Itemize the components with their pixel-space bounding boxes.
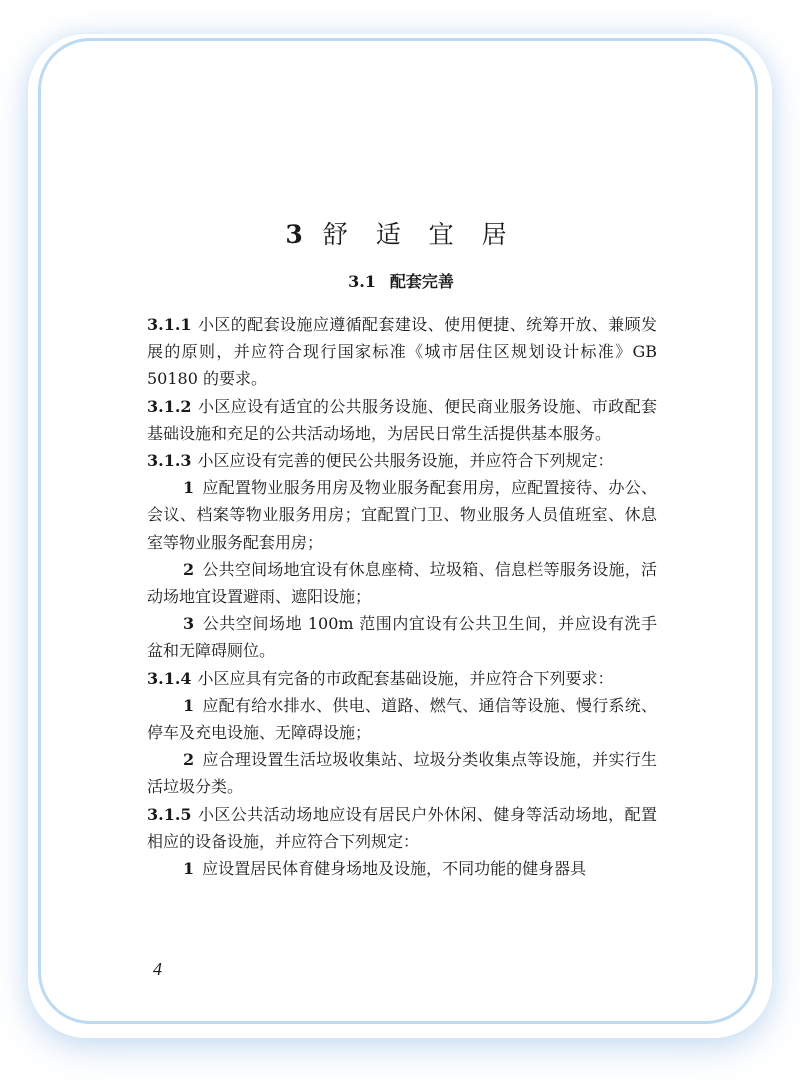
item-text: 应合理设置生活垃圾收集站、垃圾分类收集点等设施，并实行生活垃圾分类。 xyxy=(147,750,657,797)
clause-3-1-5 xyxy=(147,801,657,855)
item-number: 3 xyxy=(183,614,195,634)
clause-number: 3.1.2 xyxy=(147,396,192,416)
list-item xyxy=(147,474,657,556)
chapter-heading xyxy=(41,215,761,251)
clause-text: 小区应具有完备的市政配套基础设施，并应符合下列要求： xyxy=(197,668,614,688)
section-heading xyxy=(41,269,761,292)
clause-3-1-4 xyxy=(147,665,657,692)
item-number: 1 xyxy=(183,478,195,498)
document-card xyxy=(38,38,758,1024)
clause-text: 小区的配套设施应遵循配套建设、使用便捷、统筹开放、兼顾发展的原则，并应符合现行国家标准《城市居住区规划设计标准》GB 50180 的要求。 xyxy=(147,315,657,389)
clause-number: 3.1.3 xyxy=(147,451,192,471)
section-title: 配套完善 xyxy=(389,272,454,291)
item-number: 2 xyxy=(183,559,195,579)
body-text xyxy=(147,311,657,882)
list-item xyxy=(147,610,657,664)
document-page xyxy=(41,41,761,1021)
chapter-title: 舒 适 宜 居 xyxy=(322,220,517,249)
item-text: 应配有给水排水、供电、道路、燃气、通信等设施、慢行系统、停车及充电设施、无障碍设施； xyxy=(147,695,657,743)
item-number: 2 xyxy=(183,750,195,770)
list-item xyxy=(147,692,657,746)
list-item xyxy=(147,746,657,800)
clause-number: 3.1.5 xyxy=(147,804,192,824)
clause-3-1-1 xyxy=(147,311,657,393)
list-item xyxy=(147,855,657,882)
item-text: 公共空间场地 100m 范围内宜设有公共卫生间，并应设有洗手盆和无障碍厕位。 xyxy=(147,614,657,661)
section-number: 3.1 xyxy=(348,272,376,291)
clause-number: 3.1.4 xyxy=(147,668,192,688)
clause-3-1-2 xyxy=(147,393,657,447)
chapter-number: 3 xyxy=(285,220,313,249)
clause-text: 小区公共活动场地应设有居民户外休闲、健身等活动场地，配置相应的设备设施，并应符合下列规定： xyxy=(147,804,657,851)
item-text: 应配置物业服务用房及物业服务配套用房，应配置接待、办公、会议、档案等物业服务用房；宜配置门卫、物业服务人员值班室、休息室等物业服务配套用房； xyxy=(147,478,657,552)
clause-text: 小区应设有适宜的公共服务设施、便民商业服务设施、市政配套基础设施和充足的公共活动场地，为居民日常生活提供基本服务。 xyxy=(147,396,657,443)
item-number: 1 xyxy=(183,859,195,879)
clause-number: 3.1.1 xyxy=(147,315,192,334)
item-text: 公共空间场地宜设有休息座椅、垃圾箱、信息栏等服务设施，活动场地宜设置避雨、遮阳设施； xyxy=(147,559,657,607)
item-text: 应设置居民体育健身场地及设施，不同功能的健身器具 xyxy=(202,859,587,879)
clause-text: 小区应设有完善的便民公共服务设施，并应符合下列规定： xyxy=(197,451,614,471)
page-number: 4 xyxy=(153,959,162,979)
clause-3-1-3 xyxy=(147,447,657,474)
list-item xyxy=(147,556,657,610)
item-number: 1 xyxy=(183,695,195,715)
